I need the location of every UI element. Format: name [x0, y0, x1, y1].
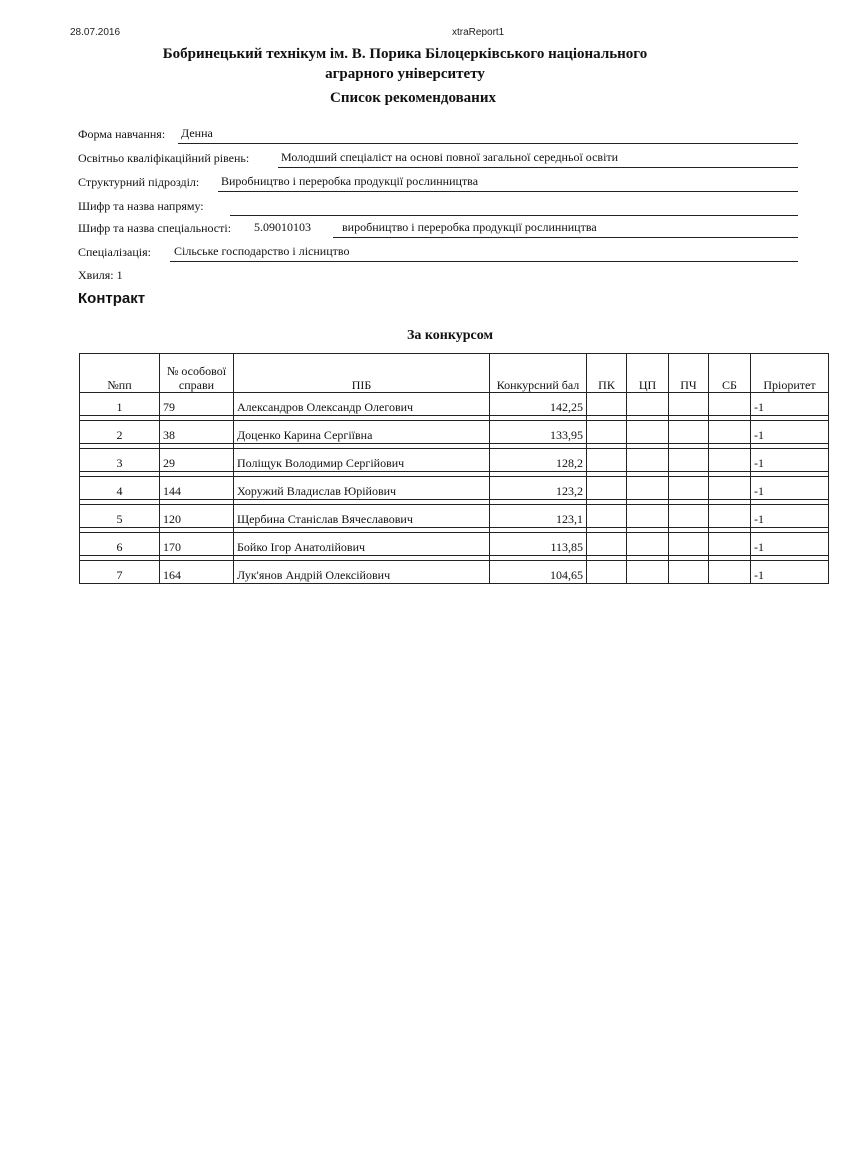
department-field — [78, 174, 798, 192]
header-score: Конкурсний бал — [490, 354, 587, 393]
cell-tsp — [627, 449, 669, 472]
header-pch: ПЧ — [669, 354, 709, 393]
cell-priority: -1 — [751, 449, 829, 472]
cell-sb — [709, 561, 751, 584]
cell-priority: -1 — [751, 393, 829, 416]
cell-num: 5 — [80, 505, 160, 528]
specialty-value: виробництво і переробка продукції рослинництва — [342, 220, 597, 234]
cell-pch — [669, 533, 709, 556]
cell-name: Бойко Ігор Анатолійович — [234, 533, 490, 556]
cell-name: Поліщук Володимир Сергійович — [234, 449, 490, 472]
department-value: Виробництво і переробка продукції рослинництва — [221, 174, 479, 188]
competition-heading: За конкурсом — [407, 328, 493, 343]
table-row — [80, 477, 829, 500]
study-form-value: Денна — [181, 126, 213, 140]
cell-sb — [709, 477, 751, 500]
cell-file: 144 — [160, 477, 234, 500]
cell-score: 123,2 — [490, 477, 587, 500]
cell-sb — [709, 449, 751, 472]
header-file: № особової справи — [160, 354, 234, 393]
cell-file: 120 — [160, 505, 234, 528]
cell-name: Доценко Карина Сергіївна — [234, 421, 490, 444]
cell-name: Хоружий Владислав Юрійович — [234, 477, 490, 500]
table-row — [80, 505, 829, 528]
cell-priority: -1 — [751, 477, 829, 500]
cell-pch — [669, 449, 709, 472]
cell-tsp — [627, 477, 669, 500]
cell-priority: -1 — [751, 421, 829, 444]
cell-pk — [587, 533, 627, 556]
header-name: ПІБ — [234, 354, 490, 393]
specialization-label: Спеціалізація: — [78, 245, 151, 259]
cell-num: 6 — [80, 533, 160, 556]
specialty-field — [78, 220, 798, 238]
institution-title-line2: аграрного університету — [325, 66, 485, 82]
cell-pk — [587, 421, 627, 444]
cell-score: 133,95 — [490, 421, 587, 444]
list-title: Список рекомендованих — [330, 90, 496, 106]
table-header-row — [80, 354, 829, 393]
cell-pch — [669, 505, 709, 528]
cell-sb — [709, 393, 751, 416]
cell-pk — [587, 449, 627, 472]
institution-title-line1: Бобринецький технікум ім. В. Порика Білоцерківського національного — [162, 46, 648, 62]
cell-score: 128,2 — [490, 449, 587, 472]
cell-tsp — [627, 533, 669, 556]
cell-num: 2 — [80, 421, 160, 444]
wave-label: Хвиля: — [78, 268, 114, 282]
specialization-field — [78, 244, 798, 262]
cell-tsp — [627, 393, 669, 416]
cell-file: 79 — [160, 393, 234, 416]
cell-score: 113,85 — [490, 533, 587, 556]
cell-num: 1 — [80, 393, 160, 416]
wave-row — [78, 268, 123, 283]
cell-num: 7 — [80, 561, 160, 584]
table-row — [80, 561, 829, 584]
print-date: 28.07.2016 — [70, 27, 121, 38]
cell-priority: -1 — [751, 533, 829, 556]
cell-score: 123,1 — [490, 505, 587, 528]
header-tsp: ЦП — [627, 354, 669, 393]
cell-sb — [709, 505, 751, 528]
cell-file: 164 — [160, 561, 234, 584]
table-row — [80, 449, 829, 472]
cell-file: 38 — [160, 421, 234, 444]
contract-heading: Контракт — [78, 290, 146, 307]
cell-name: Щербина Станіслав Вячеславович — [234, 505, 490, 528]
study-form-label: Форма навчання: — [78, 127, 166, 141]
report-name: xtraReport1 — [452, 27, 505, 38]
cell-score: 142,25 — [490, 393, 587, 416]
cell-score: 104,65 — [490, 561, 587, 584]
table-row — [80, 533, 829, 556]
wave-value: 1 — [116, 268, 123, 282]
qualification-value: Молодший спеціаліст на основі повної загальної середньої освіти — [281, 150, 619, 164]
cell-sb — [709, 533, 751, 556]
specialization-value: Сільське господарство і лісництво — [174, 244, 350, 258]
cell-pch — [669, 561, 709, 584]
cell-file: 170 — [160, 533, 234, 556]
qualification-label: Освітньо кваліфікаційний рівень: — [78, 151, 250, 165]
applicants-table — [79, 353, 829, 584]
cell-pk — [587, 393, 627, 416]
cell-pk — [587, 561, 627, 584]
header-pk: ПК — [587, 354, 627, 393]
cell-pk — [587, 505, 627, 528]
cell-file: 29 — [160, 449, 234, 472]
department-label: Структурний підрозділ: — [78, 175, 200, 189]
cell-pch — [669, 393, 709, 416]
header-sb: СБ — [709, 354, 751, 393]
qualification-field — [78, 150, 798, 168]
cell-num: 3 — [80, 449, 160, 472]
direction-label: Шифр та назва напряму: — [78, 199, 204, 213]
specialty-code: 5.09010103 — [254, 220, 311, 234]
cell-priority: -1 — [751, 505, 829, 528]
direction-field — [78, 198, 798, 216]
cell-pk — [587, 477, 627, 500]
cell-pch — [669, 421, 709, 444]
cell-tsp — [627, 561, 669, 584]
cell-num: 4 — [80, 477, 160, 500]
header-priority: Пріоритет — [751, 354, 829, 393]
table-row — [80, 421, 829, 444]
cell-pch — [669, 477, 709, 500]
cell-tsp — [627, 421, 669, 444]
cell-priority: -1 — [751, 561, 829, 584]
cell-name: Александров Олександр Олегович — [234, 393, 490, 416]
study-form-field — [78, 126, 798, 144]
table-row — [80, 393, 829, 416]
cell-name: Лук'янов Андрій Олексійович — [234, 561, 490, 584]
cell-sb — [709, 421, 751, 444]
header-num: №пп — [80, 354, 160, 393]
cell-tsp — [627, 505, 669, 528]
specialty-label: Шифр та назва спеціальності: — [78, 221, 232, 235]
